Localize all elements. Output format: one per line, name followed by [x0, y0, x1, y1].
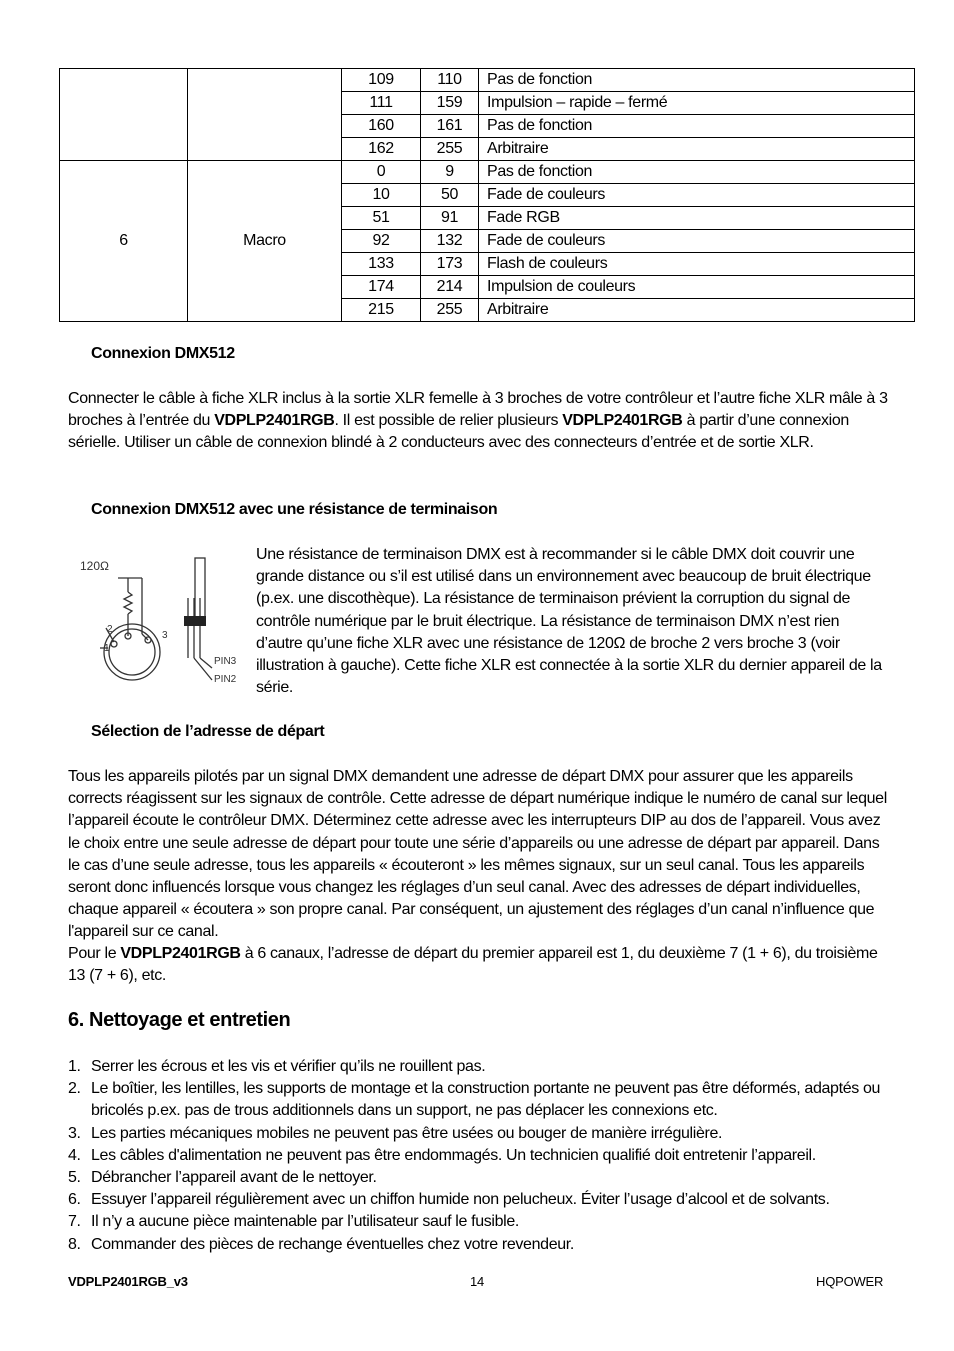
model-name: VDPLP2401RGB: [120, 945, 241, 962]
dmx-channel-table: [59, 68, 915, 322]
dmx-text-part: . Il est possible de relier plusieurs: [334, 412, 563, 430]
range-description: Fade RGB: [479, 207, 915, 230]
list-item: [68, 1167, 888, 1189]
list-text: Il n’y a aucune pièce maintenable par l’utilisateur sauf le fusible.: [91, 1213, 520, 1231]
range-from: 215: [342, 299, 421, 322]
list-number: 7.: [68, 1213, 81, 1231]
range-from: 0: [342, 161, 421, 184]
range-to: 110: [421, 69, 479, 92]
range-from: 10: [342, 184, 421, 207]
start-address-heading: Sélection de l’adresse de départ: [91, 723, 325, 740]
range-to: 255: [421, 299, 479, 322]
range-from: 162: [342, 138, 421, 161]
range-description: Arbitraire: [479, 138, 915, 161]
range-to: 255: [421, 138, 479, 161]
range-to: 173: [421, 253, 479, 276]
start-address-example: [68, 943, 893, 987]
range-to: 159: [421, 92, 479, 115]
range-from: 92: [342, 230, 421, 253]
range-description: Pas de fonction: [479, 69, 915, 92]
function-cell-empty: [188, 69, 342, 161]
range-to: 214: [421, 276, 479, 299]
list-text: Le boîtier, les lentilles, les supports de montage et la construction portante ne peuvent pas être déformés, adaptés ou bricolés p.ex. pas de trous additionnels dans un support, ne pas déplacer les connexions etc.: [91, 1080, 881, 1120]
list-number: 1.: [68, 1058, 81, 1075]
model-name: VDPLP2401RGB: [562, 412, 683, 430]
dmx-text-part: Connecter le câble à fiche XLR inclus à la sortie XLR femelle à 3 broches de votre contrôleur et l’autre fiche XLR mâle à 3 broches à l’entrée du: [68, 390, 888, 430]
range-description: Pas de fonction: [479, 161, 915, 184]
range-from: 133: [342, 253, 421, 276]
range-description: Fade de couleurs: [479, 230, 915, 253]
range-from: 174: [342, 276, 421, 299]
list-number: 3.: [68, 1124, 81, 1142]
list-number: 6.: [68, 1191, 81, 1209]
dmx-connection-paragraph: [68, 388, 893, 455]
start-address-paragraph: Tous les appareils pilotés par un signal DMX demandent une adresse de départ DMX pour assurer que les appareils corrects réagissent sur les signaux de contrôle. Cette adresse de départ numérique indique le numéro de canal sur lequel l’appareil écoute le contrôleur DMX. Déterminez cette adresse avec les interrupteurs DIP au dos de l’appareil. Vous avez le choix entre une seule adresse de départ pour toute une série d’appareils ou une adresse de départ par appareil. Dans le cas d’une seule adresse, tous les appareils « écouteront » les mêmes signaux, sur un seul canal. Tous les appareils seront donc influencés lorsque vous changez les réglages d’un seul canal. Avec des adresses de départ individuelles, chaque appareil « écoutera » son propre canal. Par conséquent, un ajustement des réglages d’un canal n’influence que l'appareil sur ce canal.: [68, 768, 887, 941]
range-description: Impulsion – rapide – fermé: [479, 92, 915, 115]
list-text: Essuyer l’appareil régulièrement avec un chiffon humide non pelucheux. Éviter l’usage d’alcool et de solvants.: [91, 1191, 830, 1209]
table-row: [60, 69, 915, 92]
list-item: [68, 1056, 888, 1078]
range-description: Fade de couleurs: [479, 184, 915, 207]
pin-3-label: 3: [162, 630, 168, 641]
list-text: Les parties mécaniques mobiles ne peuvent pas être usées ou bouger de manière irrégulière.: [91, 1124, 723, 1142]
range-from: 111: [342, 92, 421, 115]
list-text: Débrancher l’appareil avant de le nettoyer.: [91, 1169, 377, 1187]
pin-1-label: 1: [104, 643, 110, 654]
range-from: 51: [342, 207, 421, 230]
range-to: 161: [421, 115, 479, 138]
list-number: 5.: [68, 1169, 81, 1187]
range-to: 9: [421, 161, 479, 184]
example-text-part: à 6 canaux, l’adresse de départ du premier appareil est 1, du deuxième 7 (1 + 6), du troisième 13 (7 + 6), etc.: [68, 945, 878, 985]
example-text-part: Pour le: [68, 945, 121, 962]
plug-band: [184, 616, 206, 626]
range-description: Impulsion de couleurs: [479, 276, 915, 299]
list-text: Commander des pièces de rechange éventuelles chez votre revendeur.: [91, 1235, 574, 1253]
footer-page-number: 14: [470, 1274, 485, 1289]
cleaning-list: [68, 1056, 888, 1256]
range-description: Pas de fonction: [479, 115, 915, 138]
termination-paragraph: Une résistance de terminaison DMX est à recommander si le câble DMX doit couvrir une grande distance ou s’il est utilisé dans un environnement avec beaucoup de bruit électrique (p.ex. une discothèque). La résistance de terminaison prévient la corruption du signal de contrôle numérique par le bruit électrique. La résistance de terminaison DMX n’est rien d’autre qu’une fiche XLR avec une résistance de 120Ω de broche 2 vers broche 3 (voir illustration à gauche). Cette fiche XLR est connectée à la sortie XLR du dernier appareil de la série.: [256, 546, 882, 697]
range-from: 109: [342, 69, 421, 92]
resistor-label: 120Ω: [80, 559, 109, 573]
list-item: [68, 1123, 888, 1145]
pin3-side-label: PIN3: [214, 656, 237, 667]
pin-2-label: 2: [107, 624, 113, 635]
list-item: [68, 1189, 888, 1211]
channel-cell-empty: [60, 69, 188, 161]
list-item: [68, 1145, 888, 1167]
cleaning-section-heading: 6. Nettoyage et entretien: [68, 1009, 291, 1031]
xlr-termination-figure: [70, 548, 248, 696]
list-text: Serrer les écrous et les vis et vérifier qu’ils ne rouillent pas.: [91, 1058, 486, 1075]
list-number: 8.: [68, 1235, 81, 1253]
list-item: [68, 1078, 888, 1122]
channel-function: Macro: [188, 161, 342, 322]
list-text: Les câbles d'alimentation ne peuvent pas être endommagés. Un technicien qualifié doit entretenir l’appareil.: [91, 1146, 816, 1164]
footer-brand: HQPOWER: [816, 1274, 884, 1289]
dmx-connection-heading: Connexion DMX512: [91, 345, 235, 362]
table-row: [60, 161, 915, 184]
range-to: 132: [421, 230, 479, 253]
termination-heading: Connexion DMX512 avec une résistance de terminaison: [91, 501, 498, 518]
dmx-text-part: à partir d’une connexion sérielle. Utiliser un câble de connexion blindé à 2 conducteurs avec des connecteurs d’entrée et de sortie XLR.: [68, 412, 849, 452]
model-name: VDPLP2401RGB: [214, 412, 335, 430]
range-from: 160: [342, 115, 421, 138]
range-to: 91: [421, 207, 479, 230]
list-number: 2.: [68, 1080, 81, 1098]
list-number: 4.: [68, 1146, 81, 1164]
list-item: [68, 1211, 888, 1233]
footer-document-id: VDPLP2401RGB_v3: [68, 1274, 188, 1289]
pin2-side-label: PIN2: [214, 674, 237, 685]
list-item: [68, 1234, 888, 1256]
range-description: Flash de couleurs: [479, 253, 915, 276]
range-to: 50: [421, 184, 479, 207]
channel-number: 6: [60, 161, 188, 322]
range-description: Arbitraire: [479, 299, 915, 322]
